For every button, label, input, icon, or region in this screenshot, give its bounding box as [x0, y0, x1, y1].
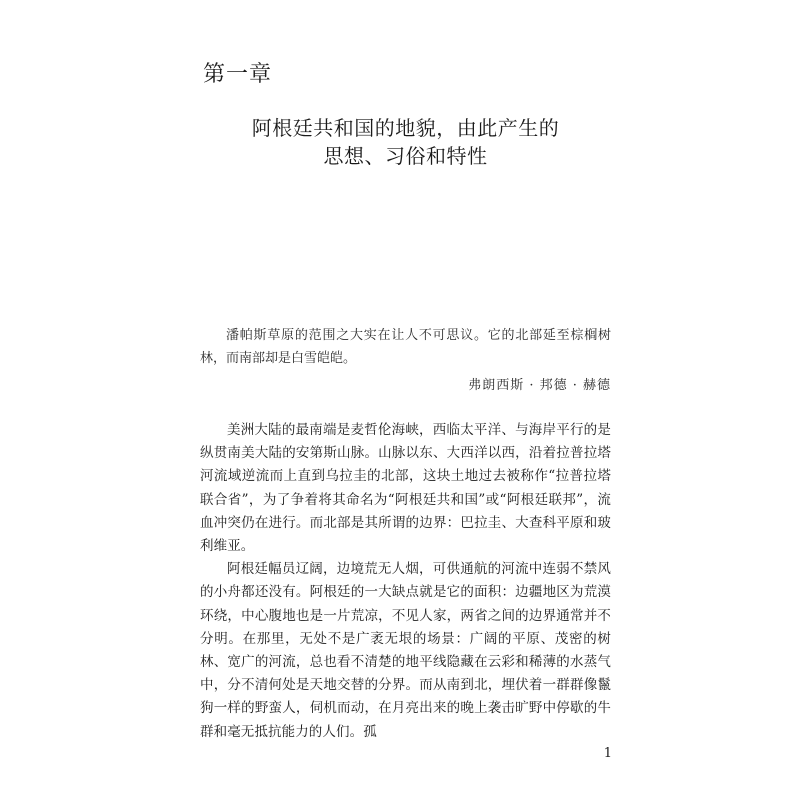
body-paragraph-2: 阿根廷幅员辽阔，边境荒无人烟，可供通航的河流中连弱不禁风的小舟都还没有。阿根廷的一大缺点就是它的面积：边疆地区为荒漠环绕，中心腹地也是一片荒凉，不见人家，两省之间的边界通常并不分明。在那里，无处不是广袤无垠的场景：广阔的平原、茂密的树林、宽广的河流，总也看不清楚的地平线隐藏在云彩和稀薄的水蒸气中，分不清何处是天地交替的分界。而从南到北，埋伏着一群群像鬣狗一样的野蛮人，伺机而动，在月亮出来的晚上袭击旷野中停歇的牛群和毫无抵抗能力的人们。孤 — [200, 561, 611, 740]
body-paragraph-1: 美洲大陆的最南端是麦哲伦海峡，西临太平洋、与海岸平行的是纵贯南美大陆的安第斯山脉。山脉以东、大西洋以西，沿着拉普拉塔河流域逆流而上直到乌拉圭的北部，这块土地过去被称作“拉普拉塔联合省”，为了争着将其命名为“阿根廷共和国”或“阿根廷联邦”，流血冲突仍在进行。而北部是其所谓的边界：巴拉圭、大查科平原和玻利维亚。 — [200, 422, 611, 555]
chapter-title — [200, 114, 611, 170]
page-number: 1 — [603, 746, 612, 761]
epigraph-text: 潘帕斯草原的范围之大实在让人不可思议。它的北部延至棕榈树林，而南部却是白雪皑皑。 — [200, 328, 611, 366]
body-text — [200, 419, 611, 744]
epigraph-author: 弗朗西斯 · 邦德 · 赫德 — [468, 378, 611, 393]
chapter-title-line-1: 阿根廷共和国的地貌，由此产生的 — [251, 116, 560, 140]
chapter-title-line-2: 思想、习俗和特性 — [323, 144, 488, 168]
epigraph — [200, 324, 611, 397]
chapter-label: 第一章 — [203, 62, 273, 87]
